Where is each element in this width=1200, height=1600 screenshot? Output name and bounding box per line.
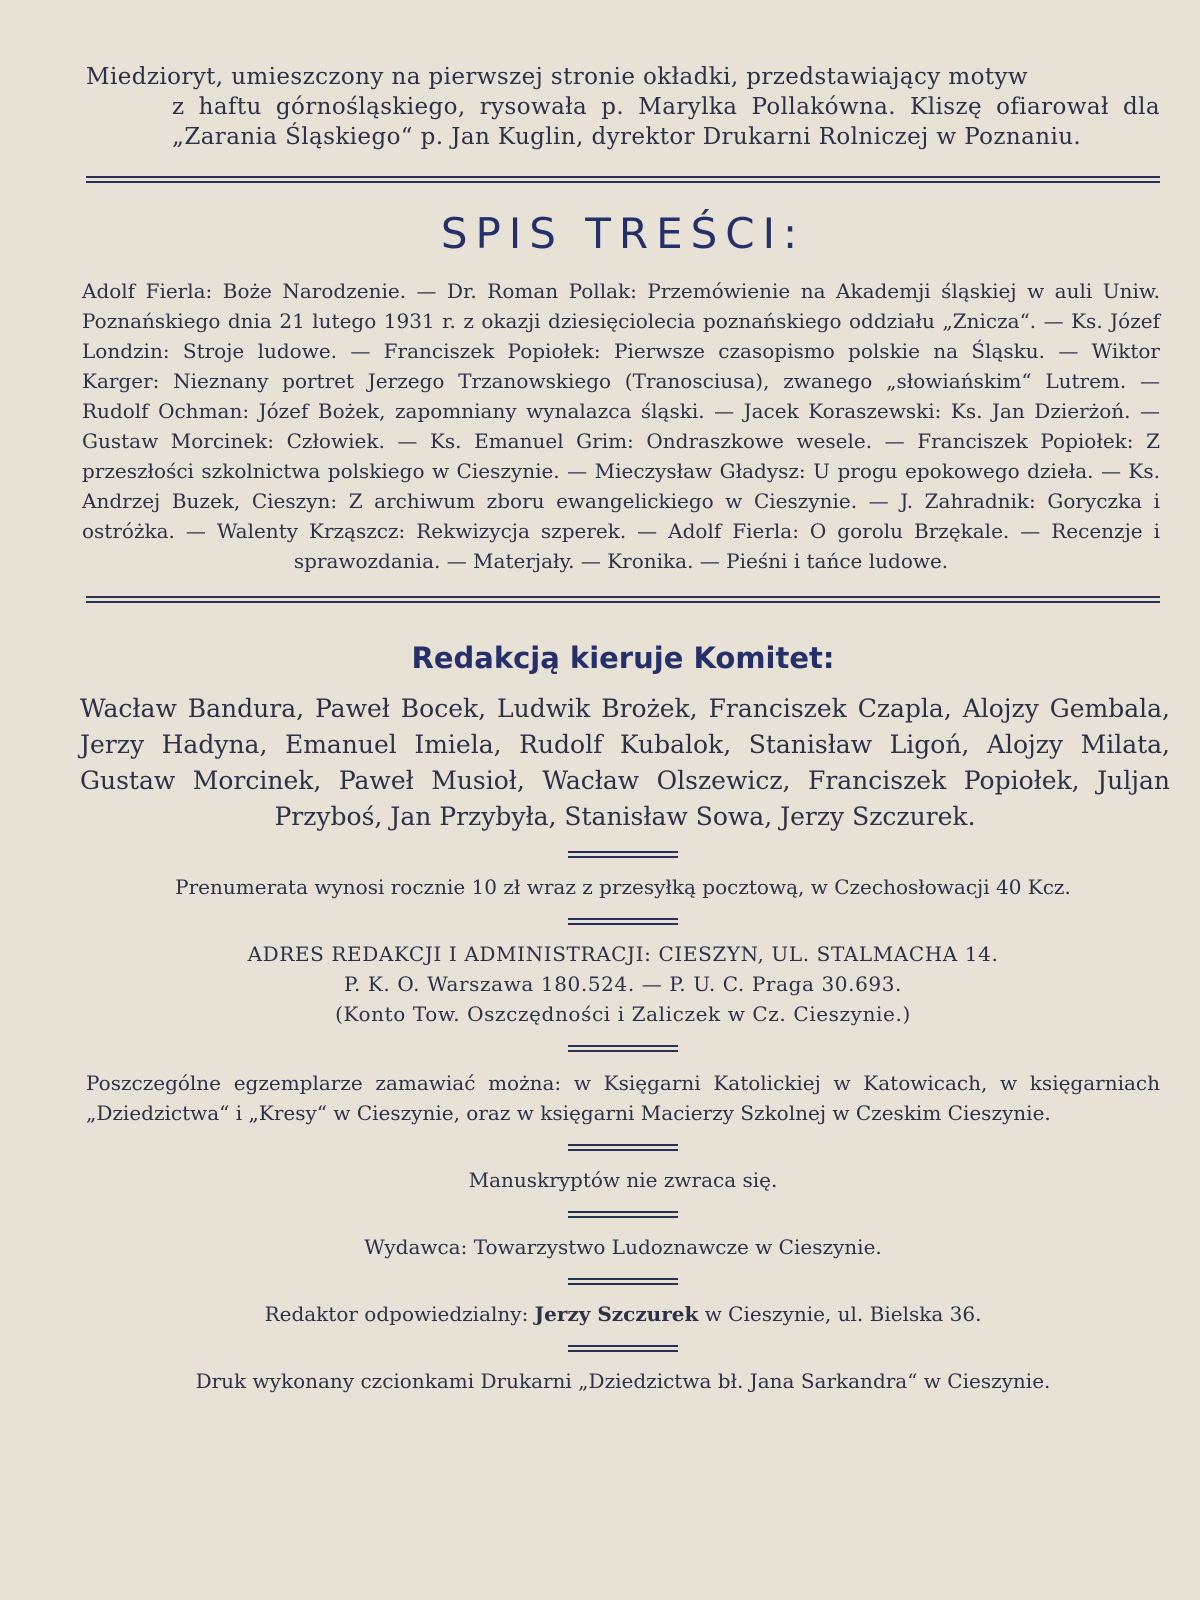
address-line1: ADRES REDAKCJI I ADMINISTRACJI: CIESZYN, UL. STALMACHA 14. — [247, 942, 999, 966]
subscription-info: Prenumerata wynosi rocznie 10 zł wraz z przesyłką pocztową, w Czechosłowacji 40 Kcz. — [175, 875, 1071, 899]
publisher-info: Wydawca: Towarzystwo Ludoznawcze w Cieszynie. — [364, 1235, 882, 1259]
divider — [86, 596, 1160, 603]
short-divider — [568, 851, 678, 858]
editor-suffix: w Cieszynie, ul. Bielska 36. — [704, 1302, 982, 1326]
short-divider — [568, 1211, 678, 1218]
editor-prefix: Redaktor odpowiedzialny: — [264, 1302, 529, 1326]
address-block — [86, 939, 1160, 1029]
short-divider — [568, 1144, 678, 1151]
short-divider — [568, 1345, 678, 1352]
toc-text: Adolf Fierla: Boże Narodzenie. — Dr. Roman Pollak: Przemówienie na Akademji śląskiej w auli Uniw. Poznańskiego dnia 21 lutego 1931 r. z okazji dziesięciolecia poznańskiego oddziału „Znicza“. — Ks. Józef Londzin: Stroje ludowe. — Franciszek Popiołek: Pierwsze czasopismo polskie na Śląsku. — Wiktor Karger: Nieznany portret Jerzego Trzanowskiego (Tranosciusa), zwanego „słowiańskim“ Lutrem. — Rudolf Ochman: Józef Bożek, zapomniany wynalazca śląski. — Jacek Koraszewski: Ks. Jan Dzierżoń. — Gustaw Morcinek: Człowiek. — Ks. Emanuel Grim: Ondraszkowe wesele. — Franciszek Popiołek: Z przeszłości szkolnictwa polskiego w Cieszynie. — Mieczysław Gładysz: U progu epokowego dzieła. — Ks. Andrzej Buzek, Cieszyn: Z archiwum zboru ewangelickiego w Cieszynie. — J. Zahradnik: Goryczka i ostróżka. — Walenty Krząszcz: Rekwizycja szperek. — Adolf Fierla: O gorolu Brzękale. — Recenzje i sprawozdania. — Materjały. — Kronika. — Pieśni i tańce ludowe. — [82, 279, 1160, 573]
toc-title: SPIS TREŚCI: — [440, 209, 806, 258]
editor-info — [86, 1299, 1160, 1329]
divider — [86, 176, 1160, 183]
cover-note — [86, 62, 1160, 152]
printing-info: Druk wykonany czcionkami Drukarni „Dziedzictwa bł. Jana Sarkandra“ w Cieszynie. — [195, 1369, 1051, 1393]
address-line2: P. K. O. Warszawa 180.524. — P. U. C. Praga 30.693. — [343, 972, 903, 996]
short-divider — [568, 1278, 678, 1285]
address-line3: (Konto Tow. Oszczędności i Zaliczek w Cz. Cieszynie.) — [335, 1002, 911, 1026]
shops-info: Poszczególne egzemplarze zamawiać można: w Księgarni Katolickiej w Katowicach, w księgarniach „Dziedzictwa“ i „Kresy“ w Cieszynie, oraz w księgarni Macierzy Szkolnej w Czeskim Cieszynie. — [86, 1071, 1160, 1125]
short-divider — [568, 918, 678, 925]
committee-members: Wacław Bandura, Paweł Bocek, Ludwik Brożek, Franciszek Czapla, Alojzy Gembala, Jerzy Hadyna, Emanuel Imiela, Rudolf Kubalok, Stanisław Ligoń, Alojzy Milata, Gustaw Morcinek, Paweł Musioł, Wacław Olszewicz, Franciszek Popiołek, Juljan Przyboś, Jan Przybyła, Stanisław Sowa, Jerzy Szczurek. — [80, 694, 1170, 831]
cover-note-line1: Miedzioryt, umieszczony na pierwszej stronie okładki, przedstawiający motyw — [86, 64, 1028, 90]
editor-name: Jerzy Szczurek — [534, 1302, 699, 1326]
manuscripts-info: Manuskryptów nie zwraca się. — [468, 1168, 778, 1192]
committee-title: Redakcją kieruje Komitet: — [411, 641, 835, 675]
cover-note-rest: z haftu górnośląskiego, rysowała p. Marylka Pollakówna. Kliszę ofiarował dla „Zarania Śląskiego“ p. Jan Kuglin, dyrektor Drukarni Rolniczej w Poznaniu. — [172, 94, 1160, 150]
short-divider — [568, 1045, 678, 1052]
